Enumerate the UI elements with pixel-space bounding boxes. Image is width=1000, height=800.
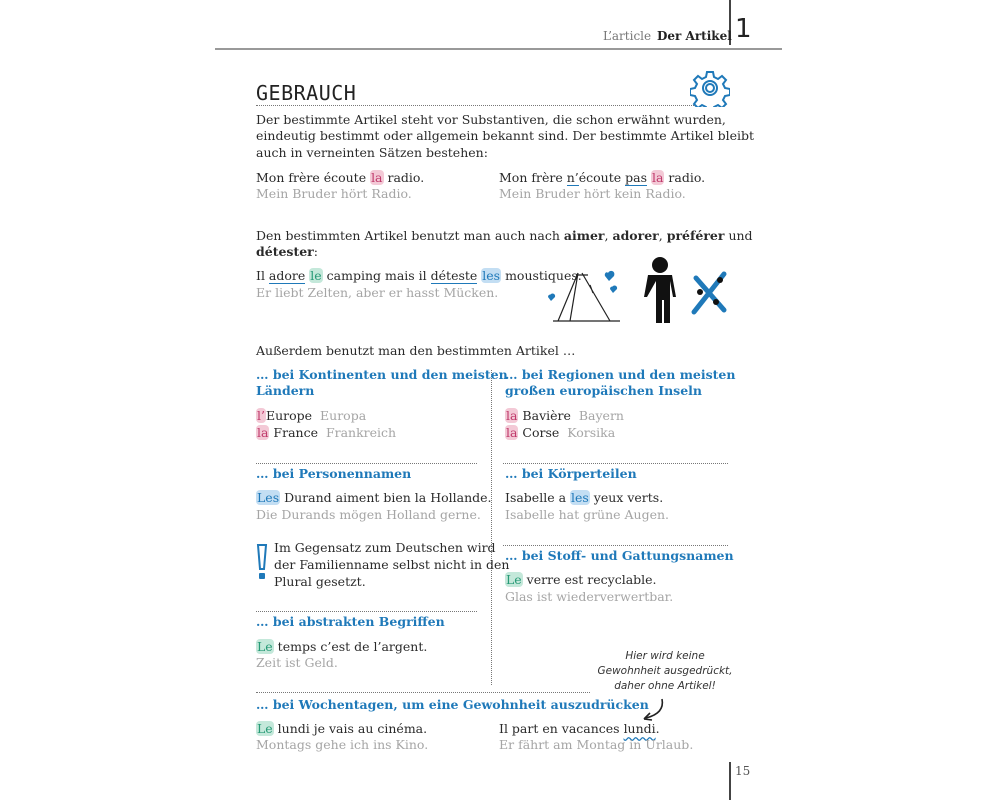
example-persons: Les Durand aiment bien la Hollande. (257, 490, 492, 505)
heading-persons: … bei Personennamen (256, 466, 412, 481)
intro-line-1: Der bestimmte Artikel steht vor Substantiven, die schon erwähnt wurden, (256, 112, 726, 127)
handnote-line: Hier wird keine (625, 650, 705, 662)
tent-hearts-icon (548, 265, 623, 325)
header-line (215, 48, 782, 50)
chapter-de: Der Artikel (657, 29, 732, 43)
heading-abstract: … bei abstrakten Begriffen (256, 614, 445, 629)
example-body-translation: Isabelle hat grüne Augen. (505, 507, 670, 522)
verbs-line-1: Den bestimmten Artikel benutzt man auch nach aimer, adorer, préférer und (256, 228, 753, 243)
note-line-3: Plural gesetzt. (274, 574, 366, 589)
heading-weekdays: … bei Wochentagen, um eine Gewohnheit auszudrücken (256, 697, 649, 712)
handnote-line: daher ohne Artikel! (614, 680, 716, 692)
list-item: la Bavière Bayern (506, 408, 624, 423)
title-divider (256, 105, 696, 106)
heading-regions-1: … bei Regionen und den meisten (505, 367, 736, 382)
exclamation-icon (255, 543, 269, 581)
heading-continents-1: … bei Kontinenten und den meisten (256, 367, 508, 382)
list-item: l’Europe Europa (257, 408, 367, 423)
example-affirmative: Mon frère écoute la radio. (256, 170, 425, 185)
note-line-2: der Familienname selbst nicht in den (274, 557, 510, 572)
example-negative-translation: Mein Bruder hört kein Radio. (499, 186, 686, 201)
intro-line-2: eindeutig bestimmt oder allgemein bekannt sind. Der bestimmte Artikel bleibt (256, 128, 755, 143)
example-abstract: Le temps c’est de l’argent. (257, 639, 428, 654)
example-material-translation: Glas ist wiederverwertbar. (505, 589, 674, 604)
example-weekday-single: Il part en vacances lundi. (499, 721, 660, 736)
heading-continents-2: Ländern (256, 383, 315, 398)
page-number: 15 (735, 764, 751, 778)
divider (503, 545, 728, 546)
divider (256, 692, 590, 693)
example-body: Isabelle a les yeux verts. (505, 490, 664, 505)
example-persons-translation: Die Durands mögen Holland gerne. (256, 507, 481, 522)
heading-body-parts: … bei Körperteilen (505, 466, 637, 481)
example-abstract-translation: Zeit ist Geld. (256, 655, 338, 670)
list-item: la France Frankreich (257, 425, 397, 440)
column-divider (491, 370, 492, 685)
example-weekday-habit: Le lundi je vais au cinéma. (257, 721, 428, 736)
heading-material: … bei Stoff- und Gattungsnamen (505, 548, 734, 563)
divider (256, 463, 477, 464)
crossed-mosquitoes-icon (690, 270, 730, 315)
example-weekday-single-translation: Er fährt am Montag in Urlaub. (499, 737, 694, 752)
chapter-number: 1 (735, 14, 752, 44)
also-intro: Außerdem benutzt man den bestimmten Artikel … (256, 343, 576, 358)
handwritten-note (590, 649, 740, 694)
note-line-1: Im Gegensatz zum Deutschen wird (274, 540, 496, 555)
heading-regions-2: großen europäischen Inseln (505, 383, 702, 398)
divider (256, 611, 477, 612)
example-affirmative-translation: Mein Bruder hört Radio. (256, 186, 412, 201)
gear-icon (690, 69, 730, 107)
list-item: la Corse Korsika (506, 425, 616, 440)
section-title: GEBRAUCH (256, 81, 357, 105)
example-weekday-habit-translation: Montags gehe ich ins Kino. (256, 737, 429, 752)
example-camping-translation: Er liebt Zelten, aber er hasst Mücken. (256, 285, 499, 300)
divider (503, 463, 728, 464)
example-material: Le verre est recyclable. (506, 572, 657, 587)
person-icon (642, 256, 678, 323)
example-camping: Il adore le camping mais il déteste les moustiques. (256, 268, 582, 283)
footer-bar-vertical (729, 762, 731, 800)
example-negative: Mon frère n’écoute pas la radio. (499, 170, 706, 185)
chapter-fr: L’article (603, 29, 652, 43)
handnote-line: Gewohnheit ausgedrückt, (597, 665, 733, 677)
intro-line-3: auch in verneinten Sätzen bestehen: (256, 145, 488, 160)
verbs-line-2: détester: (256, 244, 318, 259)
